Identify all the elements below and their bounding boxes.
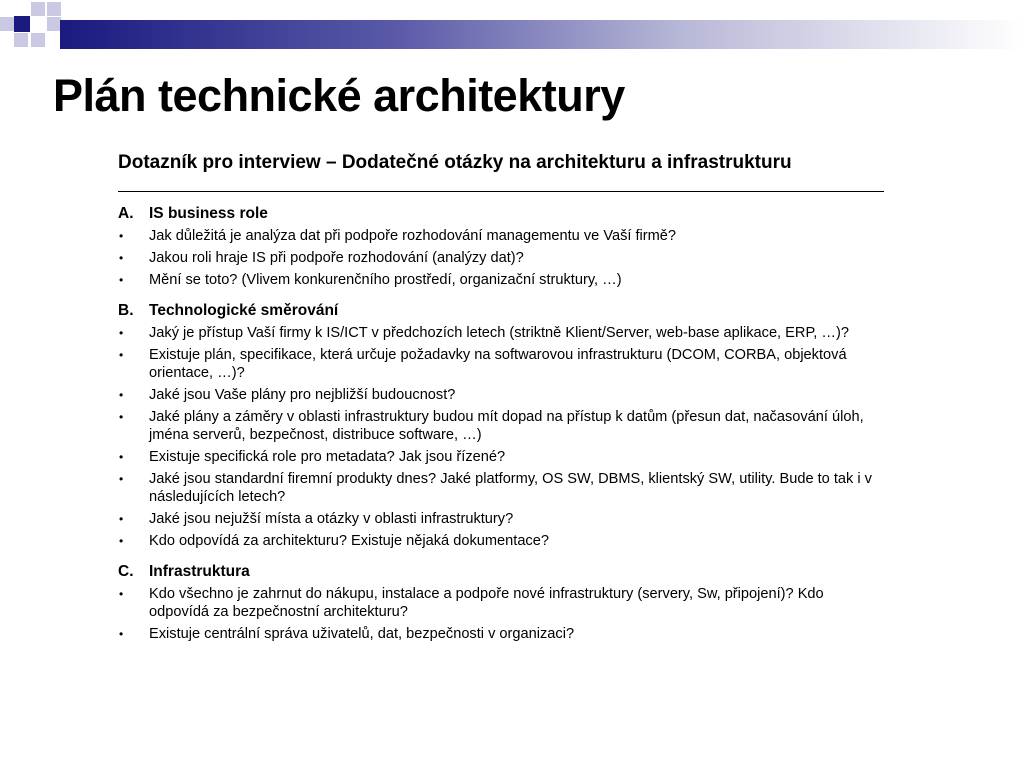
bullet-icon: • xyxy=(119,326,124,340)
decorative-square xyxy=(47,2,61,16)
section-letter: A. xyxy=(118,205,134,222)
list-item: • Existuje plán, specifikace, která určuje požadavky na softwarovou infrastrukturu (DCOM, CORBA, objektová orientace, …)? xyxy=(119,347,847,381)
list-item: • Jaké jsou Vaše plány pro nejbližší budoucnost? xyxy=(119,387,456,403)
section-b xyxy=(118,301,884,550)
section-heading xyxy=(118,562,884,582)
section-a xyxy=(118,204,884,289)
question-list xyxy=(118,585,884,643)
slide-title: Plán technické architektury xyxy=(53,70,625,121)
list-item: • Existuje specifická role pro metadata? Jak jsou řízené? xyxy=(119,449,506,465)
question-list xyxy=(118,324,884,550)
section-letter: B. xyxy=(118,302,134,319)
bullet-icon: • xyxy=(119,512,124,526)
decorative-square xyxy=(31,33,45,47)
list-item: • Jaké jsou nejužší místa a otázky v oblasti infrastruktury? xyxy=(119,511,514,527)
section-letter: C. xyxy=(118,563,134,580)
list-item: • Jakou roli hraje IS při podpoře rozhodování (analýzy dat)? xyxy=(119,250,524,266)
header-decoration xyxy=(0,0,1024,70)
bullet-icon: • xyxy=(119,450,124,464)
bullet-icon: • xyxy=(119,587,124,601)
bullet-icon: • xyxy=(119,229,124,243)
divider-line xyxy=(118,191,884,192)
list-item: • Jak důležitá je analýza dat při podpoře rozhodování managementu ve Vaší firmě? xyxy=(119,228,677,244)
decorative-square xyxy=(31,2,45,16)
section-c xyxy=(118,562,884,643)
bullet-icon: • xyxy=(119,410,124,424)
slide-subtitle: Dotazník pro interview – Dodatečné otázky na architekturu a infrastrukturu xyxy=(118,152,792,173)
section-title: IS business role xyxy=(149,205,268,222)
decorative-square xyxy=(14,33,28,47)
bullet-icon: • xyxy=(119,388,124,402)
section-heading xyxy=(118,301,884,321)
bullet-icon: • xyxy=(119,348,124,362)
list-item: • Jaký je přístup Vaší firmy k IS/ICT v předchozích letech (striktně Klient/Server, web-base aplikace, ERP, …)? xyxy=(119,325,849,341)
list-item: • Existuje centrální správa uživatelů, dat, bezpečnosti v organizaci? xyxy=(119,626,575,642)
bullet-icon: • xyxy=(119,251,124,265)
decorative-square-dark xyxy=(14,16,30,32)
bullet-icon: • xyxy=(119,273,124,287)
list-item: • Kdo všechno je zahrnut do nákupu, instalace a podpoře nové infrastruktury (servery, Sw, připojení)? Kdo odpovídá za bezpečnostní architekturu? xyxy=(119,586,824,620)
slide-content xyxy=(118,150,884,647)
list-item: • Jaké plány a záměry v oblasti infrastruktury budou mít dopad na přístup k datům (přesun dat, načasování úloh, jména serverů, bezpečnost, distribuce software, …) xyxy=(119,409,864,443)
header-gradient-bar xyxy=(60,20,1024,49)
section-title: Technologické směrování xyxy=(149,302,339,319)
question-list xyxy=(118,227,884,289)
bullet-icon: • xyxy=(119,627,124,641)
bullet-icon: • xyxy=(119,534,124,548)
section-title: Infrastruktura xyxy=(149,563,250,580)
list-item: • Jaké jsou standardní firemní produkty dnes? Jaké platformy, OS SW, DBMS, klientský SW, utility. Bude to tak i v následujících letech? xyxy=(119,471,872,505)
list-item: • Kdo odpovídá za architekturu? Existuje nějaká dokumentace? xyxy=(119,533,549,549)
decorative-square xyxy=(47,17,61,31)
section-heading xyxy=(118,204,884,224)
bullet-icon: • xyxy=(119,472,124,486)
list-item: • Mění se toto? (Vlivem konkurenčního prostředí, organizační struktury, …) xyxy=(119,272,622,288)
decorative-square xyxy=(0,17,14,31)
